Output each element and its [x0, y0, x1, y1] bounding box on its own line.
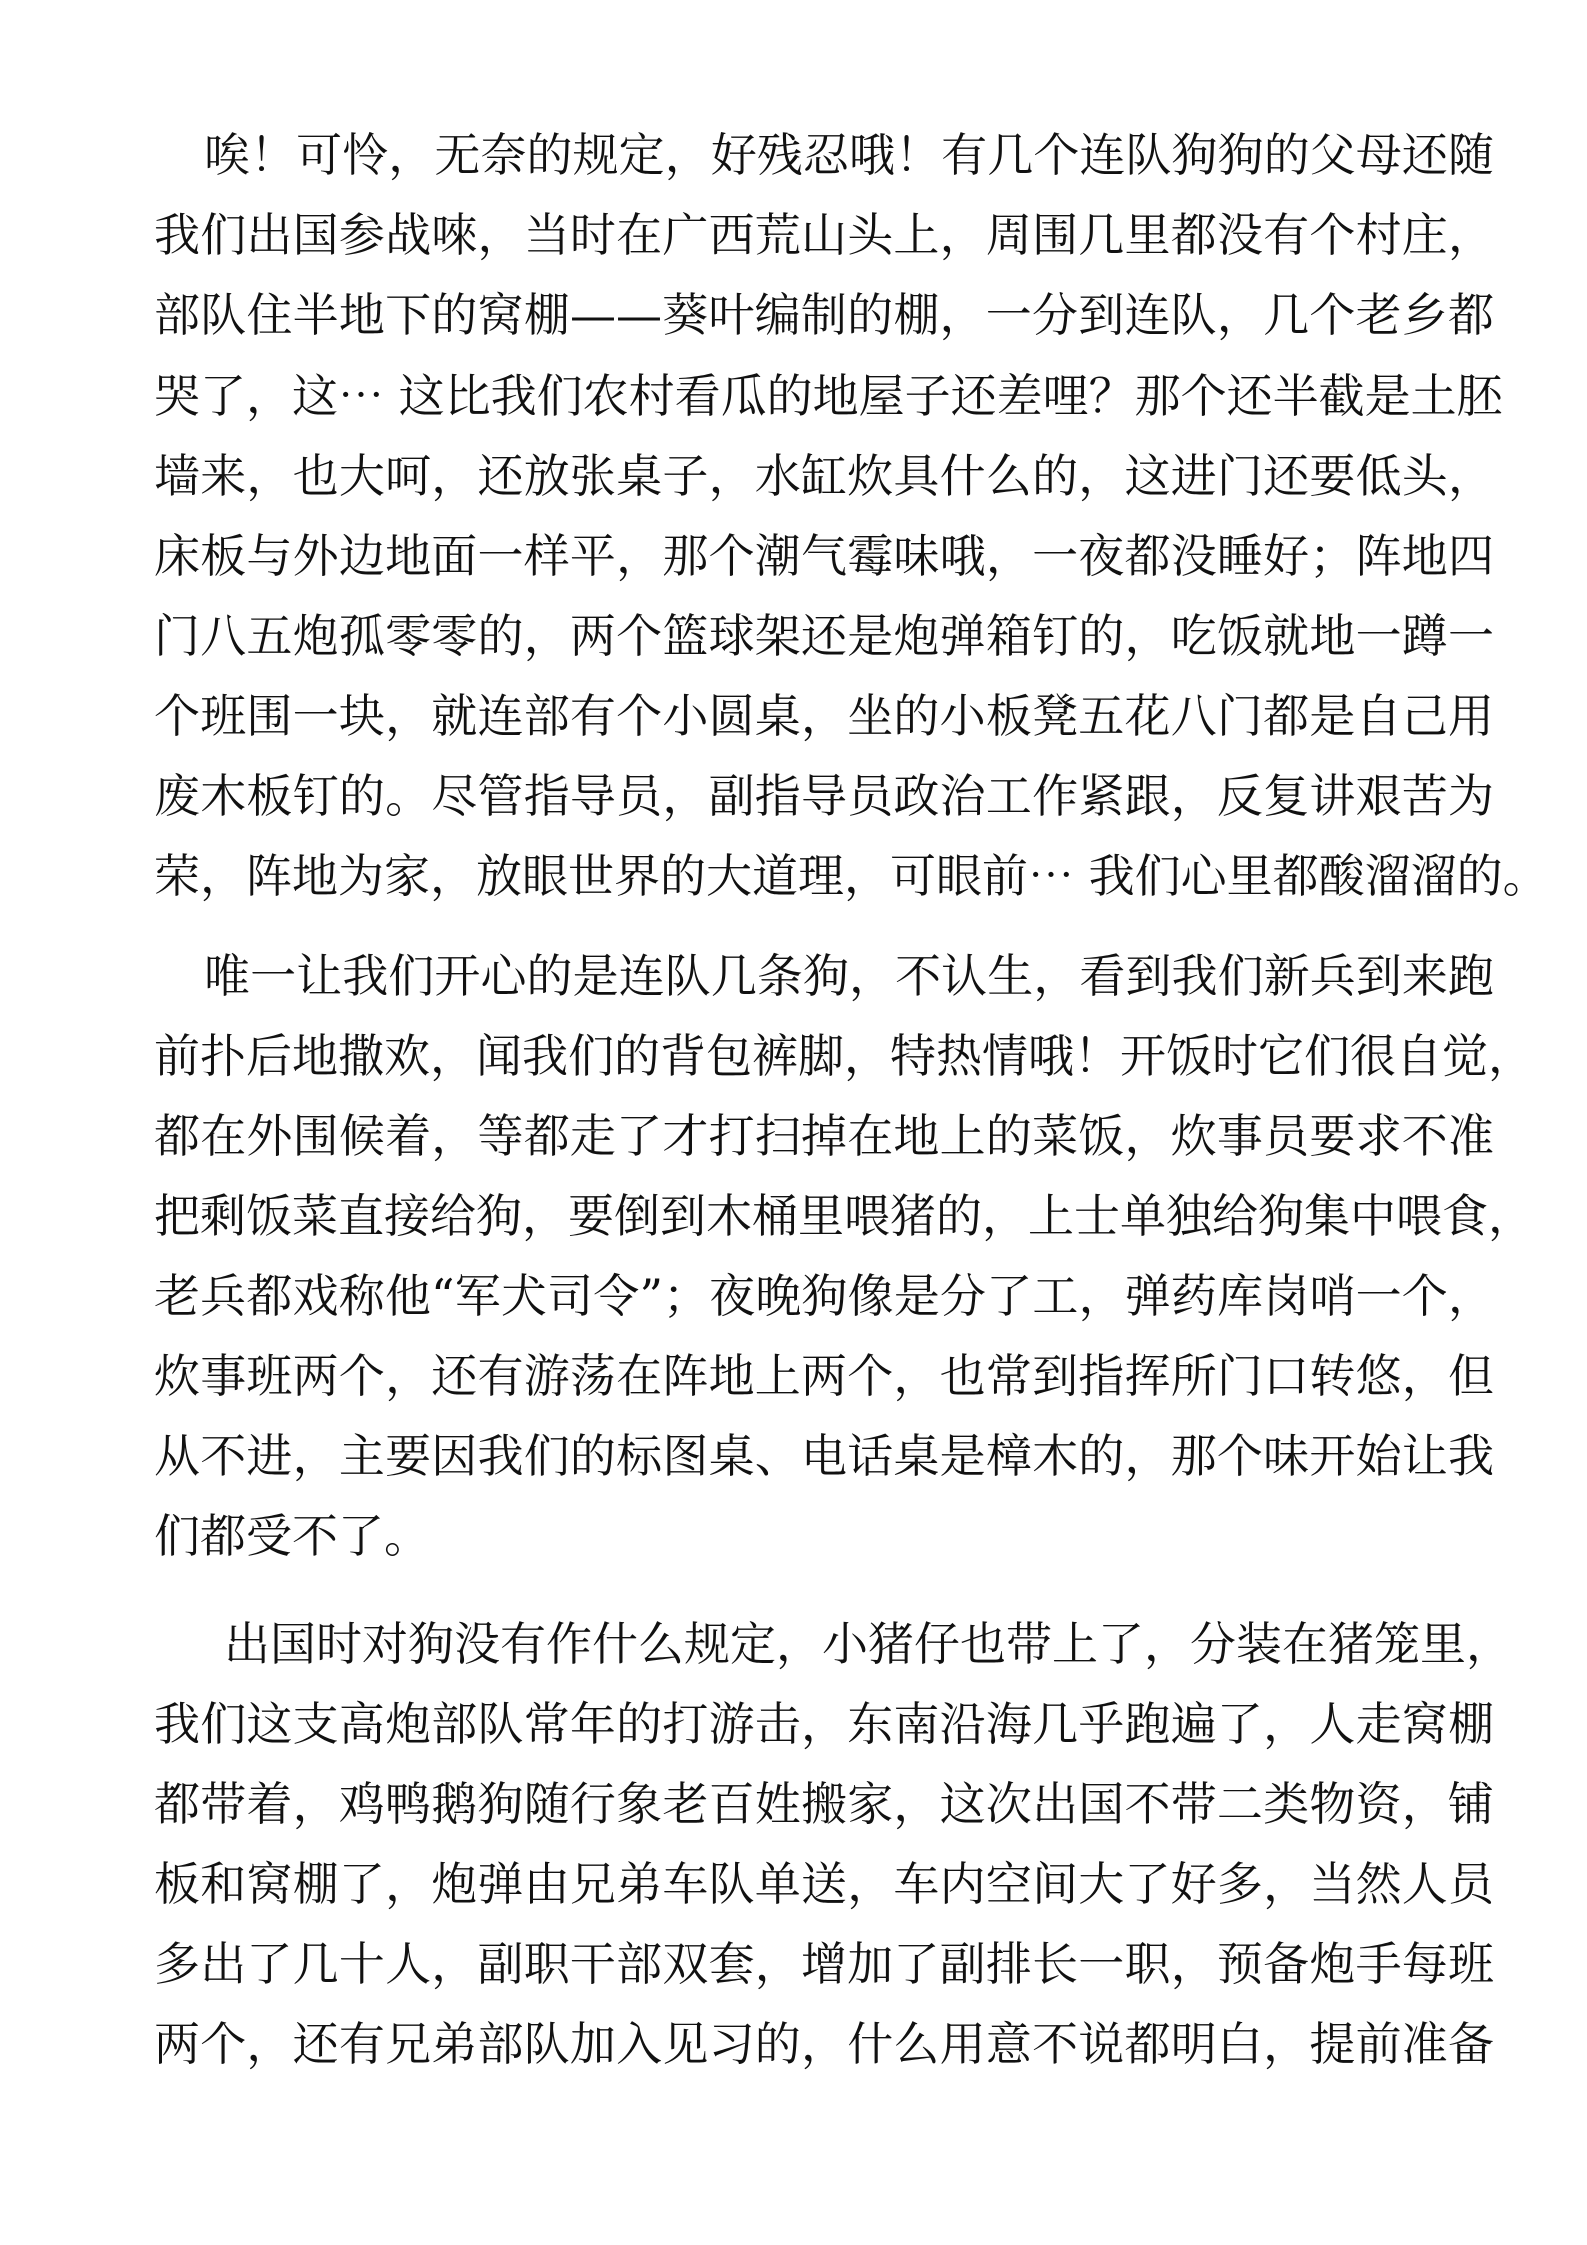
- text-line: 我们这支高炮部队常年的打游击，东南沿海几乎跑遍了，人走窝棚: [154, 1697, 1494, 1751]
- text-line: 门八五炮孤零零的，两个篮球架还是炮弹箱钉的，吃饭就地一蹲一: [154, 609, 1494, 663]
- text-line: 们都受不了。: [154, 1509, 430, 1563]
- text-line: 都在外围候着，等都走了才打扫掉在地上的菜饭，炊事员要求不准: [154, 1109, 1494, 1163]
- text-line: 炊事班两个，还有游荡在阵地上两个，也常到指挥所门口转悠，但: [154, 1349, 1494, 1403]
- text-line: 出国时对狗没有作什么规定，小猪仔也带上了，分装在猪笼里，: [224, 1617, 1512, 1671]
- text-line: 从不进，主要因我们的标图桌、电话桌是樟木的，那个味开始让我: [154, 1429, 1494, 1483]
- text-line: 哭了，这⋯ 这比我们农村看瓜的地屋子还差哩？那个还半截是土胚: [154, 369, 1503, 423]
- text-line: 老兵都戏称他“军犬司令”；夜晚狗像是分了工，弹药库岗哨一个，: [154, 1269, 1494, 1323]
- text-line: 墙来，也大呵，还放张桌子，水缸炊具什么的，这进门还要低头，: [154, 449, 1494, 503]
- text-line: 前扑后地撒欢，闻我们的背包裤脚，特热情哦！开饭时它们很自觉，: [154, 1029, 1534, 1083]
- text-line: 多出了几十人，副职干部双套，增加了副排长一职，预备炮手每班: [154, 1937, 1494, 1991]
- text-line: 我们出国参战唻，当时在广西荒山头上，周围几里都没有个村庄，: [154, 208, 1494, 262]
- text-line: 个班围一块，就连部有个小圆桌，坐的小板凳五花八门都是自己用: [154, 689, 1494, 743]
- text-line: 唉！可怜，无奈的规定，好残忍哦！有几个连队狗狗的父母还随: [204, 128, 1494, 182]
- text-line: 荣，阵地为家，放眼世界的大道理，可眼前⋯ 我们心里都酸溜溜的。: [154, 849, 1549, 903]
- text-line: 唯一让我们开心的是连队几条狗，不认生，看到我们新兵到来跑: [204, 949, 1494, 1003]
- text-line: 部队住半地下的窝棚——葵叶编制的棚，一分到连队，几个老乡都: [154, 288, 1494, 342]
- text-line: 把剩饭菜直接给狗，要倒到木桶里喂猪的，上士单独给狗集中喂食，: [154, 1189, 1534, 1243]
- text-line: 都带着，鸡鸭鹅狗随行象老百姓搬家，这次出国不带二类物资，铺: [154, 1777, 1494, 1831]
- text-line: 床板与外边地面一样平，那个潮气霉味哦，一夜都没睡好；阵地四: [154, 529, 1494, 583]
- text-line: 两个，还有兄弟部队加入见习的，什么用意不说都明白，提前准备: [154, 2017, 1494, 2071]
- text-line: 板和窝棚了，炮弹由兄弟车队单送，车内空间大了好多，当然人员: [154, 1857, 1494, 1911]
- text-line: 废木板钉的。尽管指导员，副指导员政治工作紧跟，反复讲艰苦为: [154, 769, 1494, 823]
